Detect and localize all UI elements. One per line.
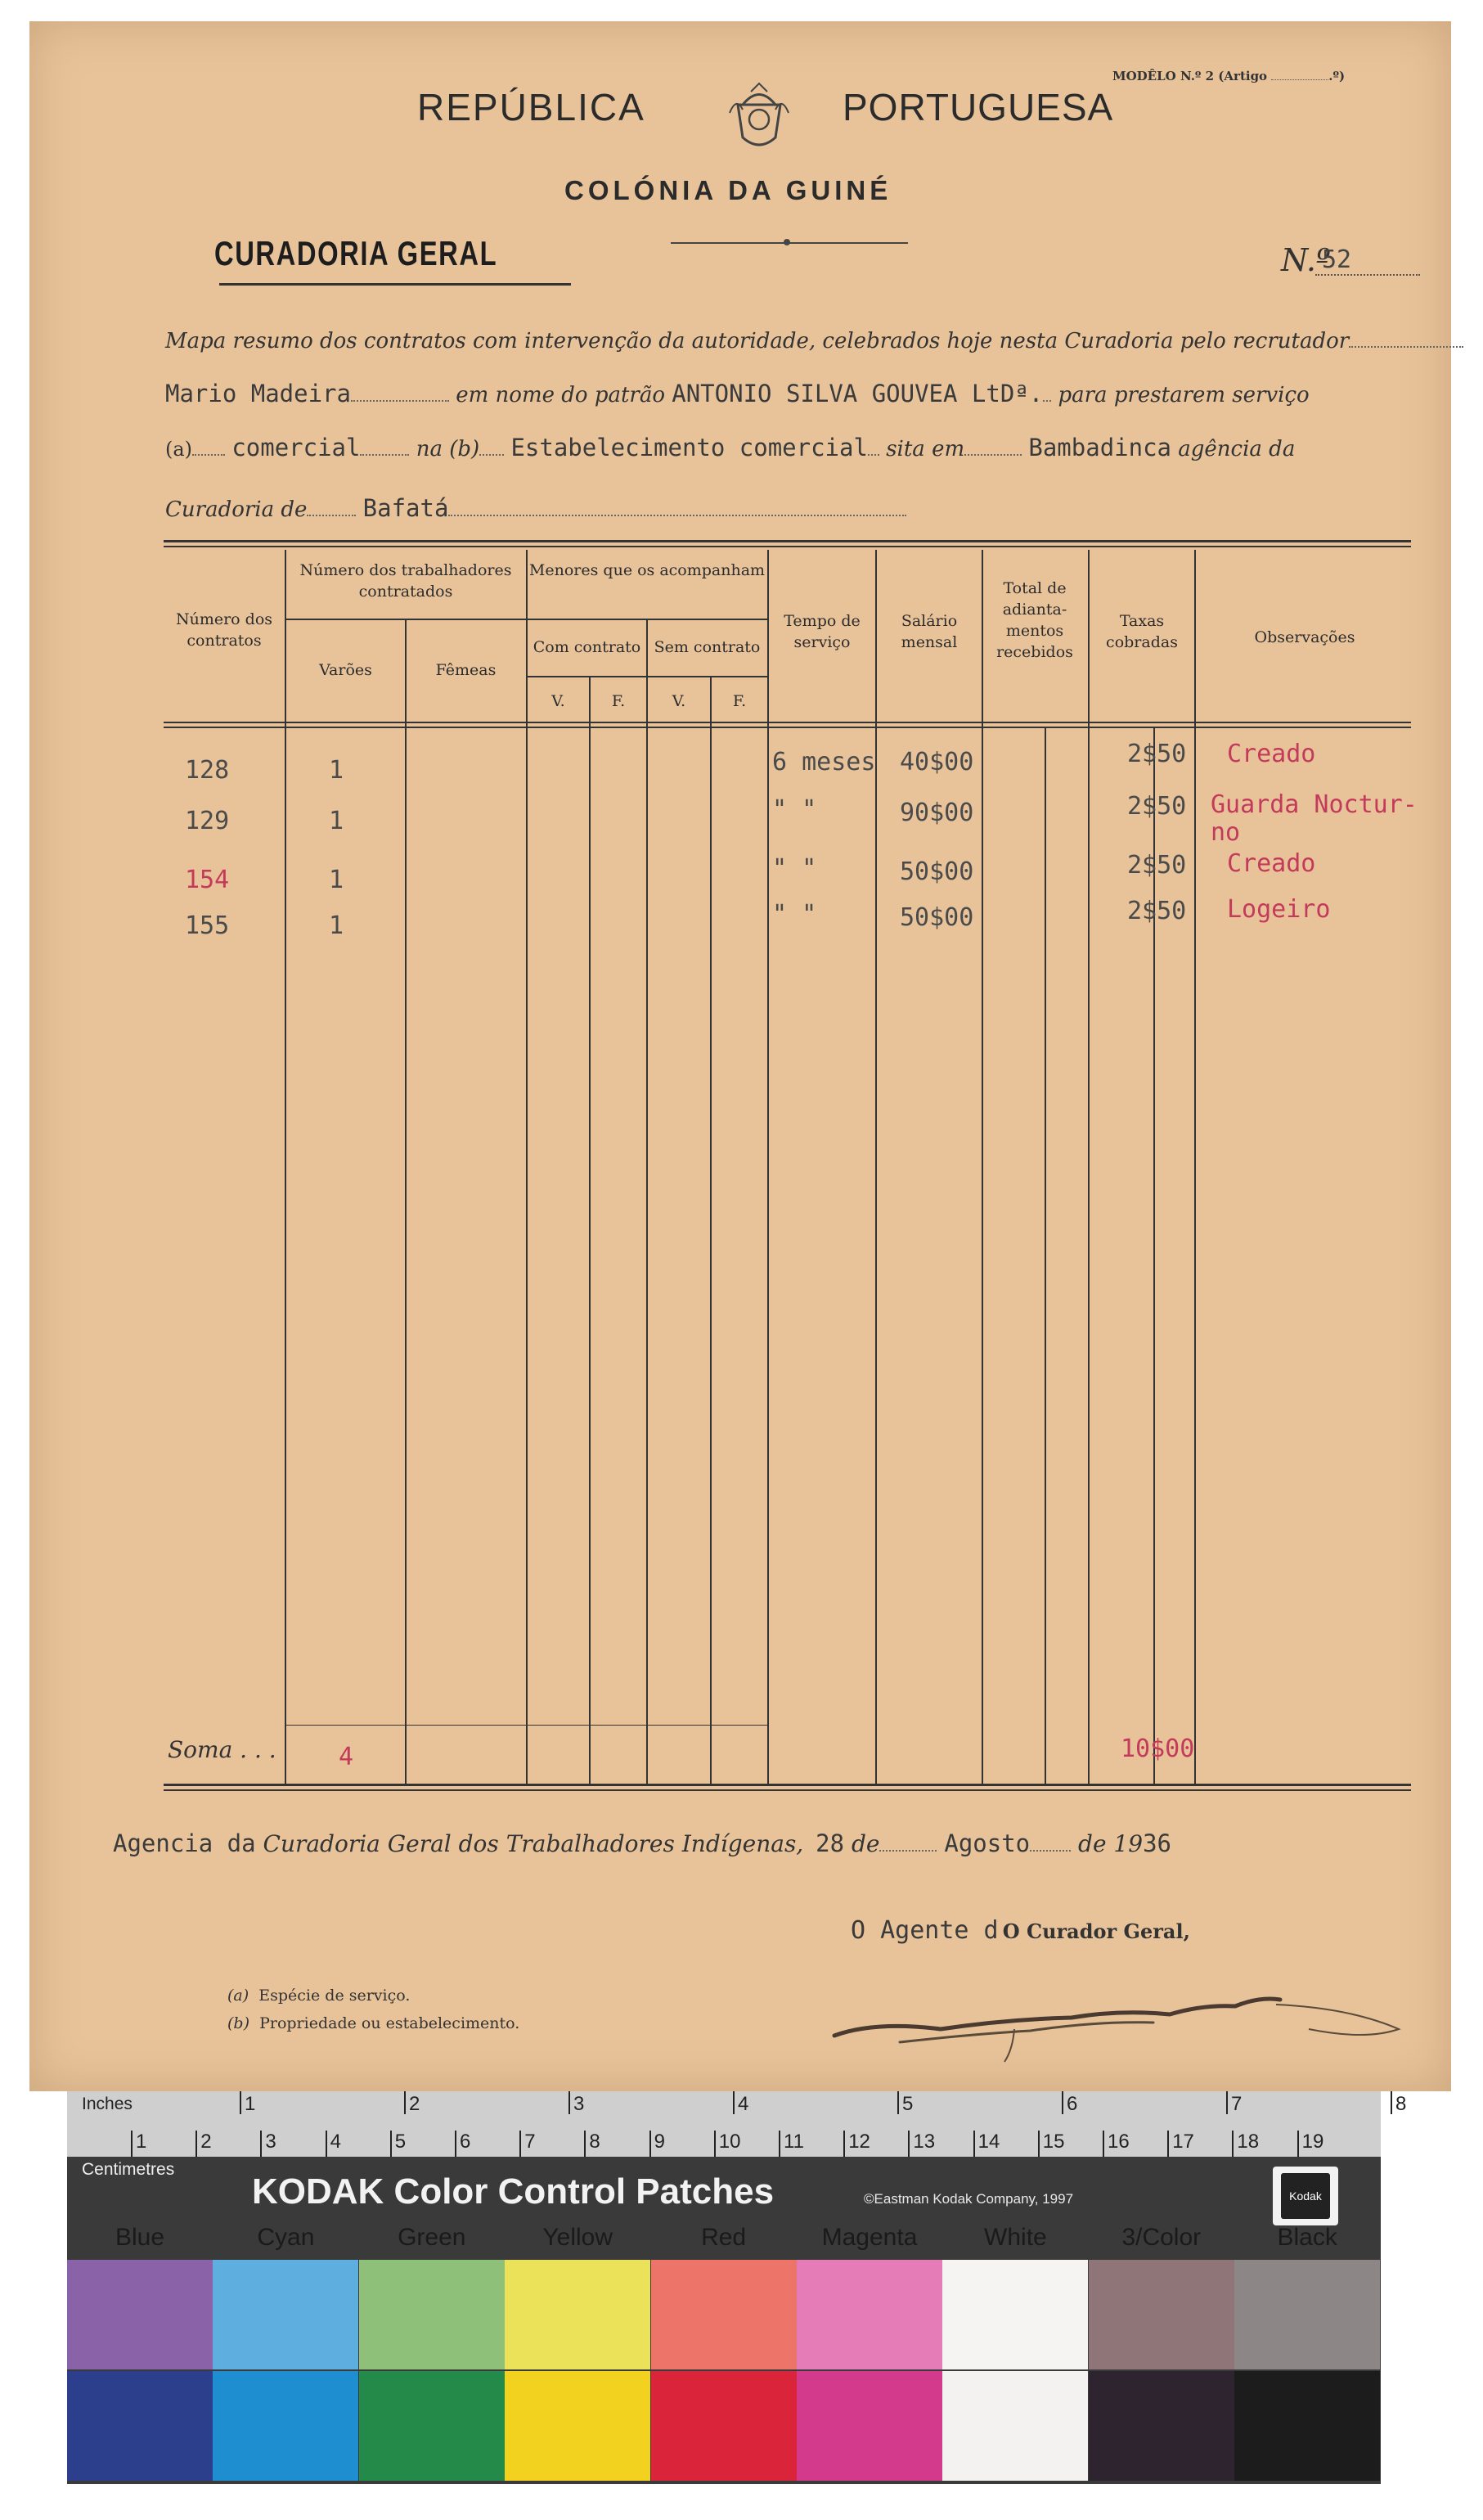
employer-name: ANTONIO SILVA GOUVEA LtDª. — [672, 380, 1044, 407]
cm-tick — [519, 2131, 521, 2157]
ornament-dot — [784, 239, 790, 245]
col-divider — [1153, 727, 1155, 1784]
row-varoes: 1 — [329, 911, 344, 940]
cm-tick — [1167, 2131, 1169, 2157]
date-day: 28 — [816, 1829, 845, 1857]
row-varoes: 1 — [329, 756, 344, 785]
kodak-logo-text: Kodak — [1281, 2173, 1330, 2219]
numero-label: N.º — [1281, 242, 1331, 278]
header-subrule — [526, 676, 767, 677]
note-a: (a) Espécie de serviço. — [227, 1987, 411, 2005]
col-divider — [589, 677, 591, 1784]
col-divider — [1194, 550, 1196, 1784]
header-v1: V. — [551, 692, 565, 710]
recruiter-line: Mario Madeira em nome do patrão ANTONIO SILVA GOUVEA LtDª. para prestarem serviço — [165, 380, 1310, 407]
inch-tick — [1062, 2091, 1063, 2114]
header-menores: Menores que os acompanham — [528, 561, 766, 579]
row-taxa: 2$50 — [1127, 740, 1187, 768]
cm-tick-label: 13 — [913, 2131, 936, 2153]
cm-tick — [390, 2131, 392, 2157]
inch-tick — [1226, 2091, 1228, 2114]
cm-tick-label: 6 — [460, 2131, 471, 2153]
row-taxa: 2$50 — [1127, 792, 1187, 821]
row-salario: 90$00 — [900, 799, 974, 827]
row-obs: Logeiro — [1227, 895, 1331, 924]
cm-tick-label: 9 — [654, 2131, 665, 2153]
row-tempo: " " — [772, 795, 817, 824]
row-salario: 50$00 — [900, 903, 974, 932]
patch-label: Red — [701, 2224, 747, 2251]
inch-tick-label: 1 — [245, 2093, 256, 2115]
curador-label: O Curador Geral, — [1002, 1919, 1190, 1943]
cm-tick — [455, 2131, 456, 2157]
colonia-title: COLÓNIA DA GUINÉ — [564, 175, 892, 205]
cm-tick — [584, 2131, 586, 2157]
color-patch-top — [505, 2260, 650, 2369]
inch-tick — [1391, 2091, 1392, 2114]
cm-tick-label: 10 — [718, 2131, 741, 2153]
color-patch-top — [1089, 2260, 1234, 2369]
row-tempo: 6 meses — [772, 748, 876, 776]
header-trabalhadores: Número dos trabalhadores contratados — [299, 561, 512, 601]
inch-tick — [240, 2091, 241, 2114]
curadoria-value: Bafatá — [362, 494, 449, 522]
row-taxa: 2$50 — [1127, 851, 1187, 880]
col-divider — [767, 550, 769, 1784]
col-divider — [875, 550, 877, 1784]
cm-tick-label: 8 — [589, 2131, 600, 2153]
soma-label: Soma . . . — [168, 1736, 276, 1763]
header-subrule — [526, 619, 767, 620]
patch-label: Blue — [115, 2224, 165, 2251]
header-sem-contrato: Sem contrato — [654, 638, 761, 656]
color-patch-bottom — [942, 2371, 1088, 2481]
col-divider — [526, 550, 528, 1784]
header-taxas: Taxas cobradas — [1106, 612, 1178, 651]
service-line: (a) comercial na (b) Estabelecimento comercial sita em Bambadinca agência da — [165, 434, 1296, 461]
title-underline — [219, 283, 571, 286]
color-patch-top — [67, 2260, 213, 2369]
color-patch-bottom — [505, 2371, 650, 2481]
header-com-contrato: Com contrato — [533, 638, 641, 656]
row-tempo: " " — [772, 854, 817, 883]
row-varoes: 1 — [329, 866, 344, 894]
header-v2: V. — [672, 692, 686, 710]
cm-tick — [973, 2131, 975, 2157]
cm-tick-label: 19 — [1301, 2131, 1324, 2153]
soma-varoes: 4 — [339, 1743, 354, 1771]
row-num: 155 — [185, 911, 230, 940]
cm-tick-label: 3 — [265, 2131, 276, 2153]
header-tempo: Tempo de serviço — [784, 612, 861, 651]
header-total: Total de adianta- mentos recebidos — [996, 579, 1073, 661]
table-top-rule-2 — [164, 546, 1411, 547]
cm-tick — [714, 2131, 716, 2157]
color-patch-top — [213, 2260, 358, 2369]
color-patch-top — [359, 2260, 505, 2369]
curadoria-geral-title: CURADORIA GERAL — [214, 234, 498, 272]
soma-taxas: 10$00 — [1121, 1735, 1195, 1763]
color-patch-bottom — [67, 2371, 213, 2481]
inches-label: Inches — [82, 2095, 133, 2113]
color-patch-top — [797, 2260, 942, 2369]
cm-tick — [1103, 2131, 1104, 2157]
inch-tick-label: 4 — [738, 2093, 749, 2115]
cm-tick-label: 14 — [977, 2131, 1000, 2153]
numero-value: 52 — [1315, 245, 1420, 276]
cm-tick-label: 7 — [524, 2131, 536, 2153]
table-bottom-rule-2 — [164, 1789, 1411, 1791]
row-num: 154 — [185, 866, 230, 894]
intro-line: Mapa resumo dos contratos com intervenção da autoridade, celebrados hoje nesta Curadoria pelo recrutador — [165, 329, 1463, 353]
patch-label: Black — [1277, 2224, 1337, 2251]
row-obs: Creado — [1227, 849, 1316, 878]
header-numero: Número dos contratos — [175, 610, 273, 650]
cm-tick — [908, 2131, 910, 2157]
cm-tick — [1232, 2131, 1234, 2157]
inch-tick — [733, 2091, 735, 2114]
patch-label: Yellow — [542, 2224, 613, 2251]
cm-tick-label: 4 — [330, 2131, 341, 2153]
header-femeas: Fêmeas — [435, 661, 497, 679]
kodak-title: KODAK Color Control Patches — [252, 2171, 775, 2212]
coat-of-arms-icon — [726, 80, 792, 154]
inch-tick-label: 3 — [573, 2093, 585, 2115]
color-patch-bottom — [359, 2371, 505, 2481]
table-header-rule-2 — [164, 727, 1411, 728]
agente-label: O Agente d — [851, 1916, 999, 1945]
row-taxa: 2$50 — [1127, 897, 1187, 925]
table-bottom-rule — [164, 1784, 1411, 1786]
row-tempo: " " — [772, 900, 817, 929]
row-obs-continued: no — [1211, 818, 1241, 847]
inch-tick-label: 5 — [902, 2093, 914, 2115]
header-salario: Salário mensal — [901, 612, 958, 651]
patch-label: 3/Color — [1121, 2224, 1202, 2251]
centimetres-label: Centimetres — [82, 2160, 175, 2179]
inch-tick-label: 2 — [409, 2093, 420, 2115]
header-subrule — [285, 619, 526, 620]
header-f2: F. — [732, 692, 747, 710]
row-num: 129 — [185, 807, 230, 835]
inch-tick — [404, 2091, 406, 2114]
cm-tick — [195, 2131, 197, 2157]
patch-label: Magenta — [821, 2224, 918, 2251]
header-varoes: Varões — [319, 661, 372, 679]
service-type: comercial — [231, 434, 361, 461]
cm-tick-label: 5 — [394, 2131, 407, 2153]
cm-tick-label: 11 — [784, 2131, 804, 2153]
patch-label: Cyan — [257, 2224, 315, 2251]
row-varoes: 1 — [329, 807, 344, 835]
col-divider — [285, 550, 286, 1784]
establishment-type: Estabelecimento comercial — [510, 434, 868, 461]
cm-tick — [131, 2131, 133, 2157]
cm-tick — [1038, 2131, 1040, 2157]
header-observacoes: Observações — [1254, 628, 1355, 646]
cm-tick-label: 18 — [1237, 2131, 1260, 2153]
table-top-rule — [164, 540, 1411, 542]
color-patch-bottom — [213, 2371, 358, 2481]
cm-tick — [1297, 2131, 1299, 2157]
handwritten-signature — [826, 1972, 1415, 2070]
row-num: 128 — [185, 756, 230, 785]
note-b: (b) Propriedade ou estabelecimento. — [227, 2014, 520, 2032]
date-month: Agosto — [944, 1829, 1031, 1857]
cm-tick — [649, 2131, 651, 2157]
inch-tick-label: 6 — [1067, 2093, 1078, 2115]
portuguesa-title: PORTUGUESA — [843, 86, 1114, 128]
col-divider — [405, 620, 407, 1784]
cm-tick — [326, 2131, 327, 2157]
color-patch-top — [942, 2260, 1088, 2369]
inch-tick — [897, 2091, 899, 2114]
row-salario: 50$00 — [900, 857, 974, 886]
cm-tick-label: 17 — [1172, 2131, 1194, 2153]
row-obs: Guarda Noctur- — [1211, 790, 1418, 819]
date-year: 36 — [1143, 1829, 1171, 1857]
row-salario: 40$00 — [900, 748, 974, 776]
curadoria-line: Curadoria de Bafatá — [165, 494, 906, 522]
patch-label: Green — [398, 2224, 466, 2251]
table-header-rule — [164, 722, 1411, 723]
color-patch-bottom — [797, 2371, 942, 2481]
kodak-copyright: ©Eastman Kodak Company, 1997 — [864, 2191, 1074, 2207]
row-obs: Creado — [1227, 740, 1316, 768]
color-patch-bottom — [651, 2371, 797, 2481]
signature-line — [851, 1916, 1190, 1945]
col-divider — [1088, 550, 1090, 1784]
col-divider — [710, 677, 712, 1784]
color-patch-top — [1234, 2260, 1380, 2369]
col-divider — [646, 620, 648, 1784]
republica-title: REPÚBLICA — [417, 86, 645, 128]
model-label: MODÊLO N.º 2 (Artigo .º) — [1112, 69, 1346, 83]
agencia-line: Agencia da Curadoria Geral dos Trabalhadores Indígenas, 28 de Agosto de 1936 — [113, 1829, 1171, 1857]
col-divider — [1045, 727, 1046, 1784]
recruiter-name: Mario Madeira — [165, 380, 351, 407]
color-patch-bottom — [1089, 2371, 1234, 2481]
location-value: Bambadinca — [1028, 434, 1171, 461]
cm-tick-label: 1 — [136, 2131, 147, 2153]
inch-tick — [568, 2091, 570, 2114]
cm-tick-label: 15 — [1042, 2131, 1065, 2153]
cm-tick-label: 16 — [1108, 2131, 1130, 2153]
color-patch-top — [651, 2260, 797, 2369]
header-f1: F. — [611, 692, 626, 710]
inch-tick-label: 7 — [1231, 2093, 1243, 2115]
soma-rule — [285, 1725, 767, 1726]
inch-tick-label: 8 — [1395, 2093, 1407, 2115]
cm-tick-label: 2 — [200, 2131, 212, 2153]
cm-tick — [779, 2131, 780, 2157]
cm-tick — [843, 2131, 845, 2157]
cm-tick — [260, 2131, 262, 2157]
col-divider — [982, 550, 983, 1784]
cm-tick-label: 12 — [848, 2131, 870, 2153]
color-patch-bottom — [1234, 2371, 1380, 2481]
patch-label: White — [984, 2224, 1047, 2251]
